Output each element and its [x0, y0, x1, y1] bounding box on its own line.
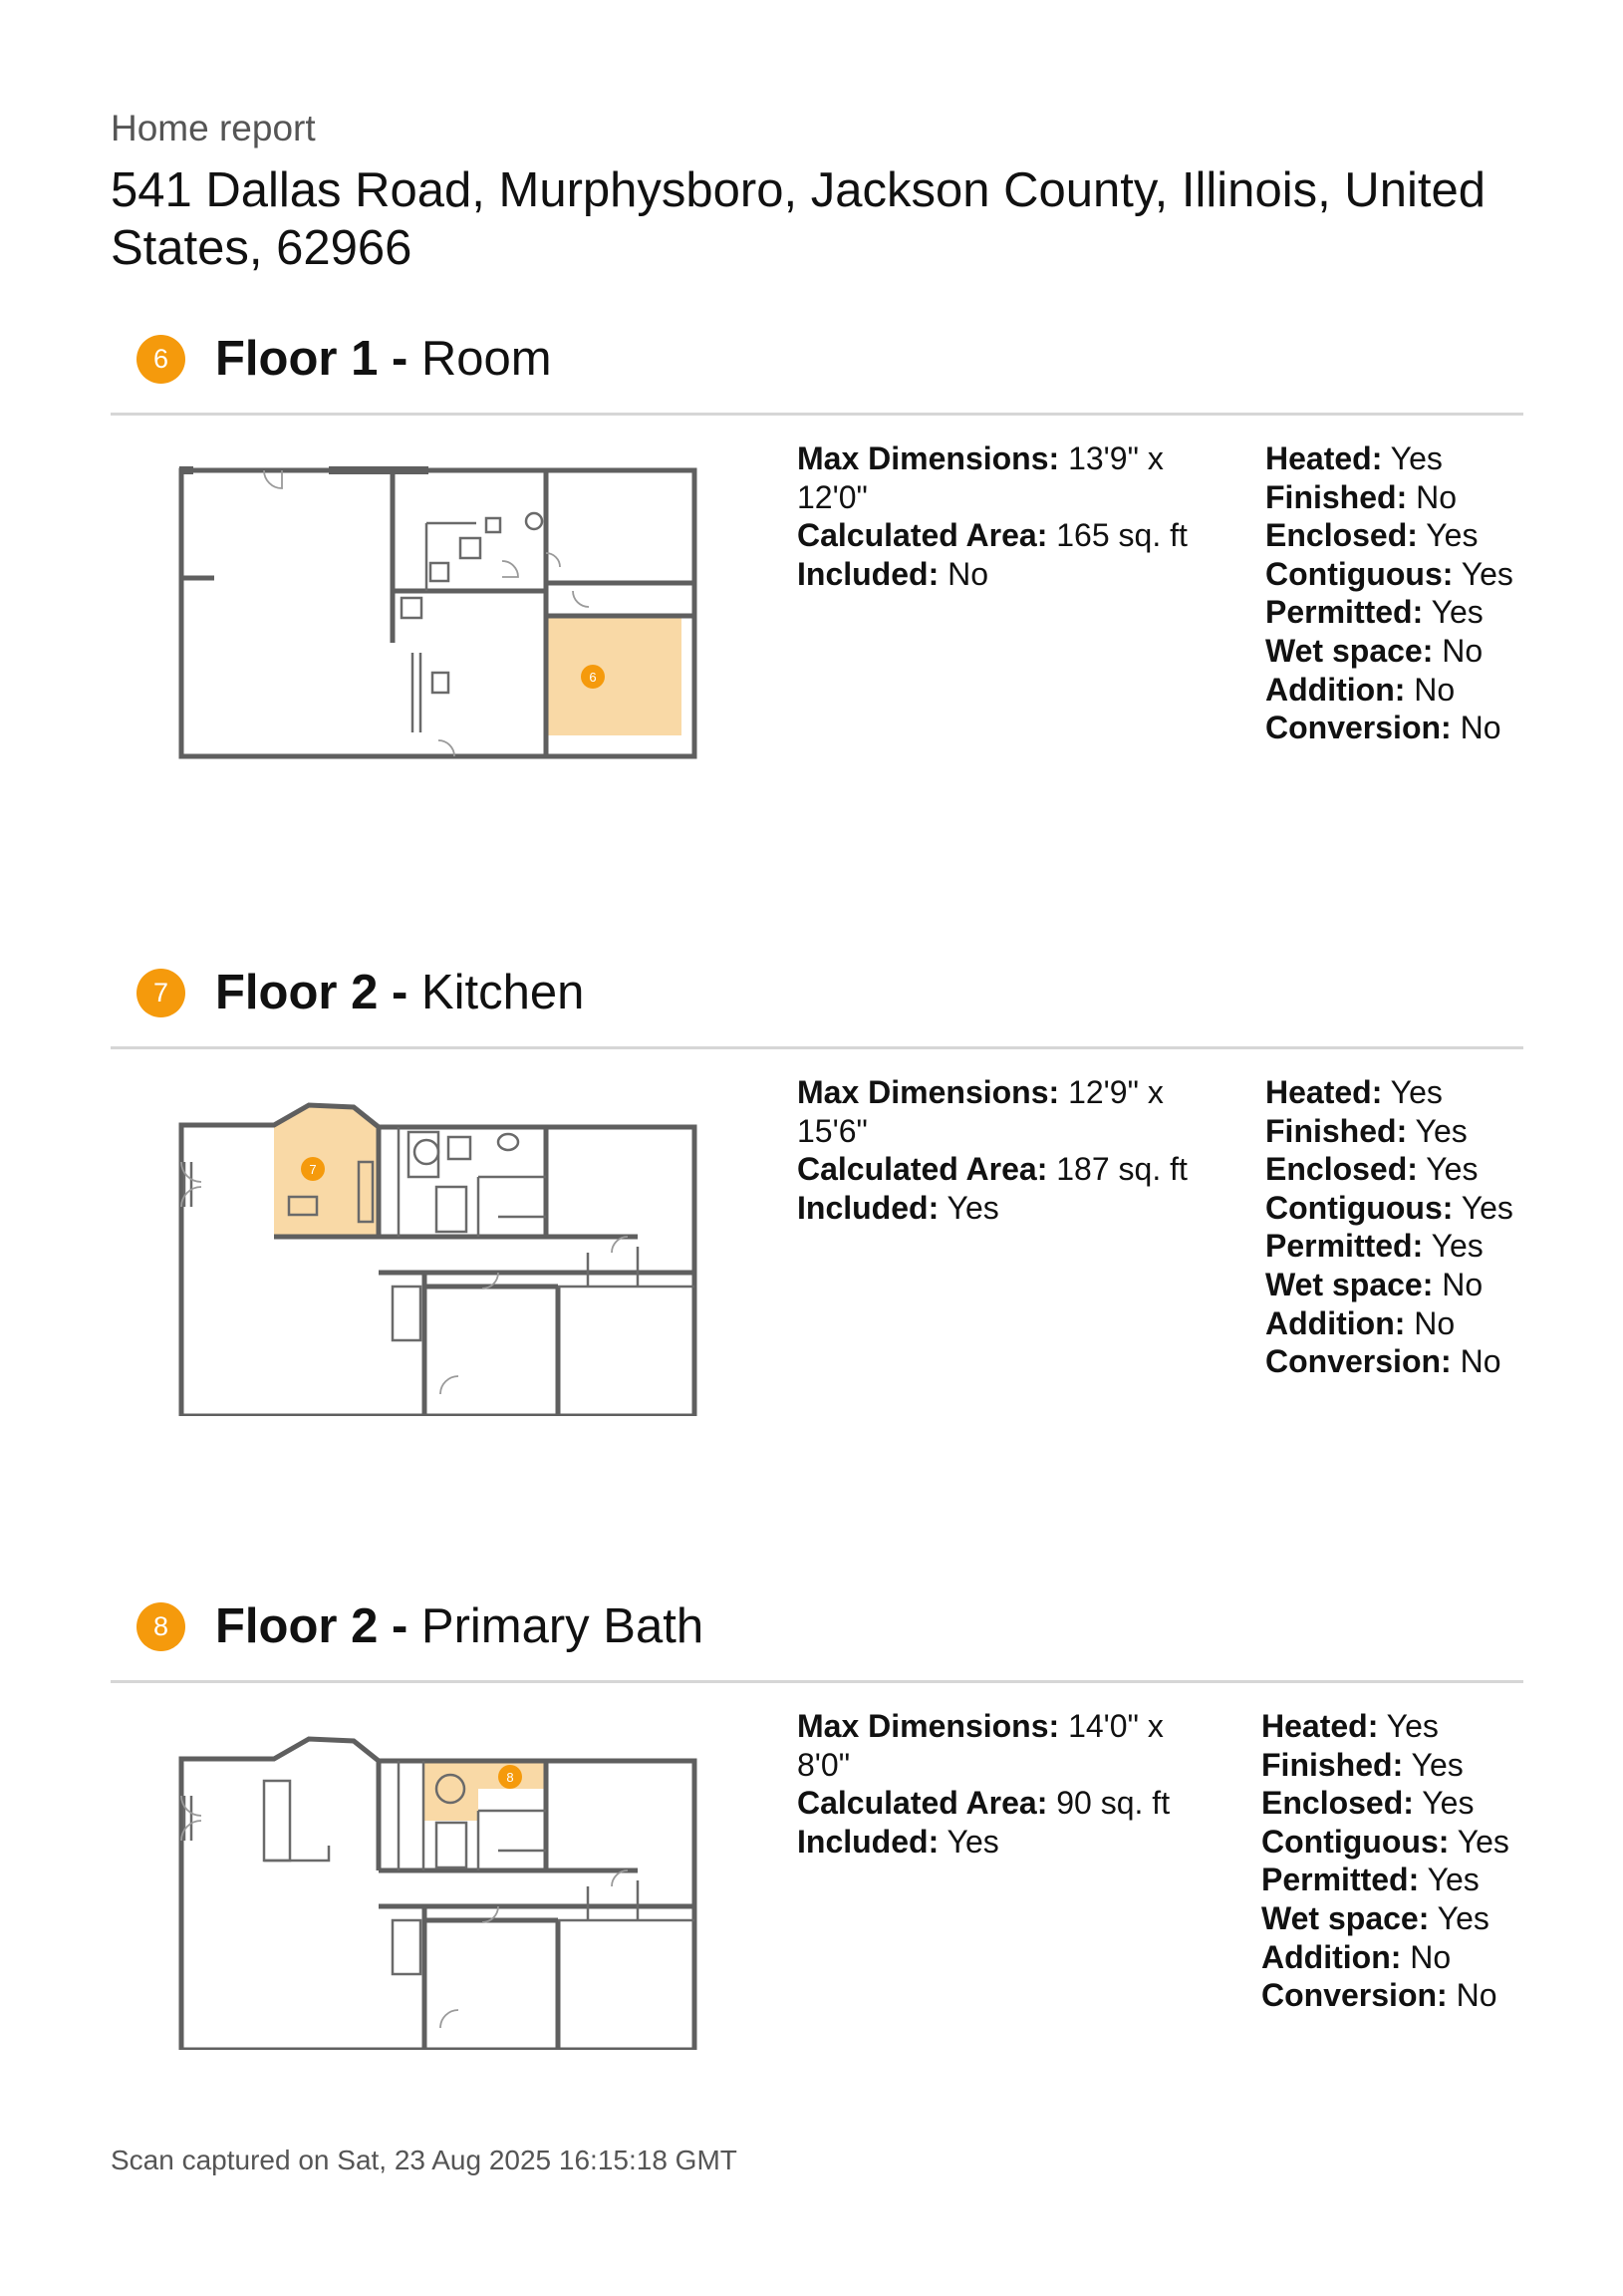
contiguous: [1265, 555, 1524, 594]
spec-value: 90 sq. ft: [1047, 1785, 1171, 1822]
flag-value: Yes: [1407, 1112, 1468, 1149]
scan-timestamp: Scan captured on Sat, 23 Aug 2025 16:15:18 GMT: [111, 2145, 737, 2175]
flag-label: Conversion:: [1261, 1977, 1448, 2014]
flag-value: Yes: [1453, 555, 1513, 592]
floor-label: Floor 2: [215, 966, 379, 1019]
flag-label: Enclosed:: [1265, 1151, 1418, 1188]
calculated-area: [797, 1150, 1216, 1189]
flag-label: Addition:: [1265, 1304, 1406, 1341]
conversion: [1265, 709, 1524, 747]
floor-label: Floor 1: [215, 332, 379, 386]
room-title: [215, 965, 584, 1020]
wet-space: [1261, 1899, 1520, 1938]
spec-value: No: [939, 555, 989, 592]
spec-label: Included:: [797, 555, 940, 592]
flag-value: No: [1401, 1938, 1452, 1975]
flag-value: Yes: [1378, 1708, 1439, 1744]
room-name: Primary Bath: [420, 1599, 704, 1653]
max-dimensions: [797, 1707, 1216, 1784]
flag-value: Yes: [1449, 1823, 1509, 1860]
flag-label: Contiguous:: [1265, 555, 1454, 592]
spec-label: Max Dimensions:: [797, 1074, 1060, 1110]
flag-value: Yes: [1423, 594, 1484, 631]
room-flags: [1265, 439, 1524, 747]
spec-label: Calculated Area:: [797, 1785, 1048, 1822]
enclosed: [1261, 1784, 1520, 1823]
max-dimensions: [797, 439, 1216, 516]
spec-value: 14'0" x 8'0": [797, 1708, 1164, 1783]
flag-label: Heated:: [1261, 1708, 1379, 1744]
addition: [1265, 1304, 1524, 1343]
flag-label: Wet space:: [1265, 632, 1434, 669]
section-divider: [111, 413, 1523, 416]
room-title: [215, 331, 552, 387]
flag-label: Enclosed:: [1265, 517, 1418, 554]
permitted: [1261, 1861, 1520, 1899]
room-number-badge: 6: [136, 335, 185, 384]
room-name: Room: [420, 332, 552, 386]
room-specs: [797, 1707, 1216, 1861]
spec-label: Calculated Area:: [797, 517, 1048, 554]
spec-value: Yes: [939, 1189, 999, 1226]
room-specs: [797, 1073, 1216, 1227]
flag-label: Heated:: [1265, 440, 1383, 476]
room-title: [215, 1598, 703, 1654]
heated: [1265, 1073, 1524, 1112]
spec-label: Calculated Area:: [797, 1151, 1048, 1188]
room-name: Kitchen: [420, 966, 585, 1019]
room-heading: [136, 963, 584, 1022]
heated: [1265, 439, 1524, 478]
plan-marker: 6: [589, 670, 597, 685]
spec-label: Max Dimensions:: [797, 1708, 1060, 1744]
property-address: 541 Dallas Road, Murphysboro, Jackson County, Illinois, United States, 62966: [111, 163, 1486, 275]
flag-value: Yes: [1417, 1151, 1479, 1188]
flag-label: Finished:: [1265, 478, 1408, 515]
flag-value: Yes: [1382, 440, 1443, 476]
plan-marker: 7: [309, 1162, 317, 1177]
flag-label: Conversion:: [1265, 1343, 1452, 1380]
flag-value: Yes: [1417, 517, 1479, 554]
room-number-badge: 8: [136, 1602, 185, 1651]
spec-value: 165 sq. ft: [1047, 517, 1188, 554]
flag-label: Finished:: [1265, 1112, 1408, 1149]
heated: [1261, 1707, 1520, 1746]
flag-value: No: [1433, 1266, 1484, 1302]
floor-plan-floor2-kitchen: [169, 1077, 707, 1416]
spec-label: Included:: [797, 1189, 940, 1226]
flag-label: Permitted:: [1265, 1228, 1424, 1265]
floor-plan-floor2-bath: [169, 1711, 707, 2050]
report-kicker: Home report: [111, 108, 316, 148]
room-section: [0, 963, 1623, 1580]
included: [797, 555, 1216, 594]
wet-space: [1265, 1266, 1524, 1304]
flag-value: No: [1407, 478, 1458, 515]
room-number-badge: 7: [136, 969, 185, 1017]
flag-value: Yes: [1403, 1746, 1464, 1783]
finished: [1261, 1746, 1520, 1785]
flag-value: Yes: [1419, 1862, 1480, 1898]
flag-label: Heated:: [1265, 1074, 1383, 1110]
included: [797, 1823, 1216, 1862]
room-specs: [797, 439, 1216, 593]
flag-label: Permitted:: [1261, 1862, 1420, 1898]
plan-marker: 8: [506, 1770, 514, 1785]
finished: [1265, 478, 1524, 517]
spec-label: Included:: [797, 1823, 940, 1860]
contiguous: [1261, 1823, 1520, 1862]
flag-label: Wet space:: [1261, 1899, 1430, 1936]
title-separator: -: [378, 1599, 421, 1653]
highlighted-room: [546, 616, 681, 735]
flag-value: No: [1433, 632, 1484, 669]
flag-label: Wet space:: [1265, 1266, 1434, 1302]
room-flags: [1261, 1707, 1520, 2015]
section-divider: [111, 1680, 1523, 1683]
included: [797, 1189, 1216, 1228]
flag-value: No: [1405, 671, 1456, 708]
flag-label: Addition:: [1265, 671, 1406, 708]
flag-label: Finished:: [1261, 1746, 1404, 1783]
flag-value: No: [1405, 1304, 1456, 1341]
room-flags: [1265, 1073, 1524, 1381]
section-divider: [111, 1046, 1523, 1049]
room-section: [0, 329, 1623, 947]
room-section: [0, 1596, 1623, 2214]
spec-value: 13'9" x 12'0": [797, 440, 1164, 515]
permitted: [1265, 1227, 1524, 1266]
title-separator: -: [378, 332, 421, 386]
flag-label: Contiguous:: [1261, 1823, 1450, 1860]
flag-value: Yes: [1382, 1074, 1443, 1110]
conversion: [1261, 1976, 1520, 2015]
spec-value: 12'9" x 15'6": [797, 1074, 1164, 1149]
enclosed: [1265, 1150, 1524, 1189]
flag-value: No: [1447, 1977, 1497, 2014]
flag-label: Conversion:: [1265, 710, 1452, 746]
permitted: [1265, 593, 1524, 632]
flag-label: Contiguous:: [1265, 1189, 1454, 1226]
floor-plan-floor1: [169, 443, 707, 782]
conversion: [1265, 1342, 1524, 1381]
room-heading: [136, 1596, 703, 1656]
flag-label: Permitted:: [1265, 594, 1424, 631]
wet-space: [1265, 632, 1524, 671]
max-dimensions: [797, 1073, 1216, 1150]
flag-value: Yes: [1429, 1899, 1489, 1936]
contiguous: [1265, 1189, 1524, 1228]
spec-label: Max Dimensions:: [797, 440, 1060, 476]
calculated-area: [797, 1784, 1216, 1823]
flag-label: Addition:: [1261, 1938, 1402, 1975]
flag-value: No: [1451, 710, 1501, 746]
spec-value: Yes: [939, 1823, 999, 1860]
flag-value: Yes: [1453, 1189, 1513, 1226]
addition: [1261, 1938, 1520, 1977]
enclosed: [1265, 516, 1524, 555]
spec-value: 187 sq. ft: [1047, 1151, 1188, 1188]
highlighted-room: [274, 1105, 379, 1237]
addition: [1265, 671, 1524, 710]
finished: [1265, 1112, 1524, 1151]
title-separator: -: [378, 966, 421, 1019]
flag-value: Yes: [1423, 1228, 1484, 1265]
flag-value: No: [1451, 1343, 1501, 1380]
flag-label: Enclosed:: [1261, 1785, 1414, 1822]
floor-label: Floor 2: [215, 1599, 379, 1653]
flag-value: Yes: [1413, 1785, 1475, 1822]
calculated-area: [797, 516, 1216, 555]
room-heading: [136, 329, 552, 389]
